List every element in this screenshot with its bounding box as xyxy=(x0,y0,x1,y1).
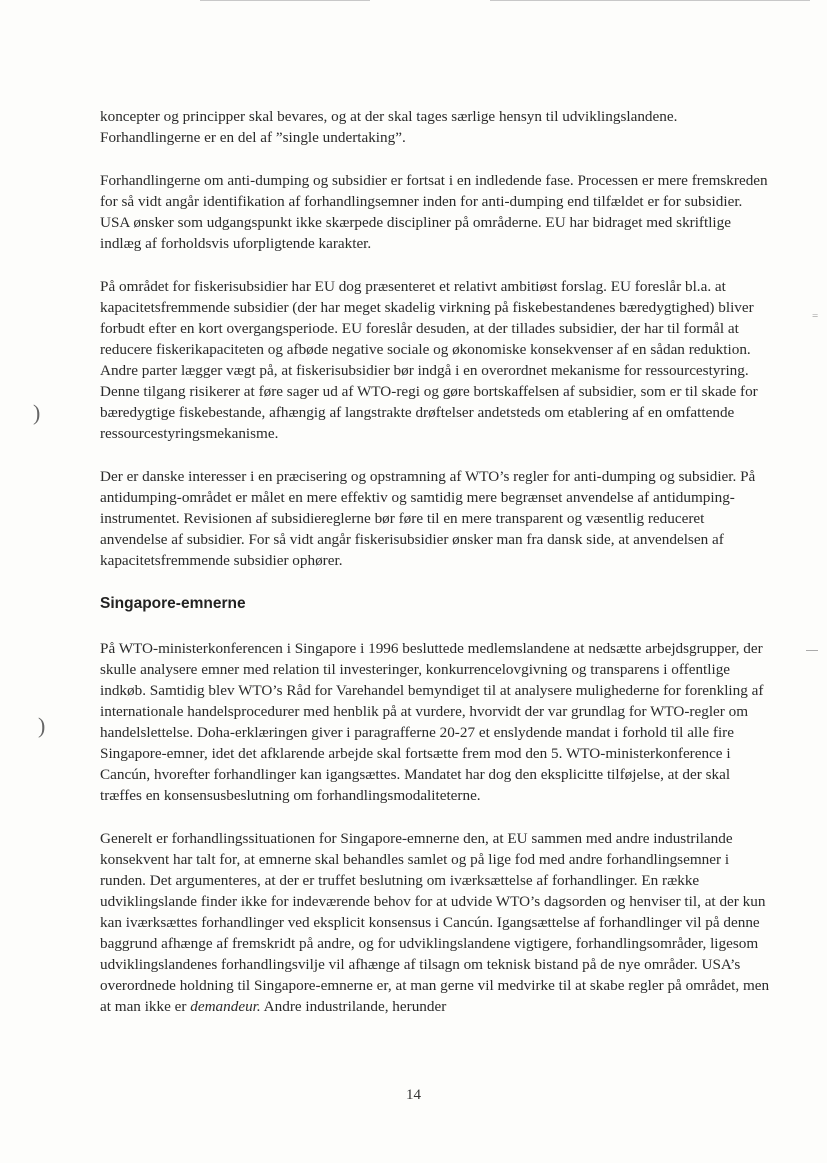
paragraph-last xyxy=(100,828,772,1017)
document-body xyxy=(100,106,772,1039)
binder-hole-mark: ) xyxy=(33,400,41,425)
paragraph: Forhandlingerne om anti-dumping og subsidier er fortsat i en indledende fase. Processen er mere fremskreden for så vidt angår identifikation af forhandlingsemner inden for anti-dumping end tilfældet er for subsidier. USA ønsker som udgangspunkt ikke skærpede discipliner på områderne. EU har bidraget med skriftlige indlæg af forholdsvis uforpligtende karakter. xyxy=(100,172,768,252)
scan-edge-line xyxy=(200,0,370,1)
binder-hole-mark: ) xyxy=(38,713,46,738)
paragraph: Der er danske interesser i en præcisering og opstramning af WTO’s regler for anti-dumping og subsidier. På antidumping-området er målet en mere effektiv og samtidig mere begrænset anvendelse af antidumping-instrumentet. Revisionen af subsidiereglerne bør føre til en mere transparent og væsentlig reduceret anvendelse af subsidier. For så vidt angår fiskerisubsidier ønsker man fra dansk side, at anvendelsen af kapacitetsfremmende subsidier ophører. xyxy=(100,468,756,569)
page-number: 14 xyxy=(406,1087,421,1103)
paragraph: På WTO-ministerkonferencen i Singapore i 1996 besluttede medlemslandene at nedsætte arbejdsgrupper, der skulle analysere emner med relation til investeringer, konkurrencelovgivning og transparens i offentlige indkøb. Samtidig blev WTO’s Råd for Varehandel bemyndiget til at analysere mulighederne for forenkling af internationale handelsprocedurer med henblik på at vurdere, hvorvidt der var grundlag for WTO-regler om handelslettelse. Doha-erklæringen giver i paragrafferne 20-27 et enslydende mandat i forhold til alle fire Singapore-emner, idet det afklarende arbejde skal fortsætte frem mod den 5. WTO-ministerkonference i Cancún, hvorefter forhandlinger kan igangsættes. Mandatet har dog den eksplicitte tilføjelse, at der skal træffes en konsensusbeslutning om forhandlingsmodaliteterne. xyxy=(100,640,764,804)
paragraph-tail: Andre industrilande, herunder xyxy=(260,998,447,1015)
paragraph: koncepter og principper skal bevares, og at der skal tages særlige hensyn til udviklingslandene. Forhandlingerne er en del af ”single undertaking”. xyxy=(100,108,678,146)
paragraph: På området for fiskerisubsidier har EU dog præsenteret et relativt ambitiøst forslag. EU foreslår bl.a. at kapacitetsfremmende subsidier (der har meget skadelig virkning på fiskebestandenes bæredygtighed) bliver forbudt efter en kort overgangsperiode. EU foreslår desuden, at der tillades subsidier, der har til formål at reducere fiskerikapaciteten og afbøde negative sociale og økonomiske konsekvenser af en sådan reduktion. Andre parter lægger vægt på, at fiskerisubsidier bør indgå i en overordnet mekanisme for ressourcestyring. Denne tilgang risikerer at føre sager ud af WTO-regi og gøre bortskaffelsen af subsidier, som er til skade for bæredygtige fiskebestande, afhængig af langstrakte drøftelser andetsteds om etablering af en omfattende ressourcestyringsmekanisme. xyxy=(100,278,758,442)
section-heading: Singapore-emnerne xyxy=(100,595,246,612)
scan-edge-line xyxy=(490,0,810,1)
margin-mark: = xyxy=(812,310,819,322)
paragraph-text: Generelt er forhandlingssituationen for Singapore-emnerne den, at EU sammen med andre industrilande konsekvent har talt for, at emnerne skal behandles samlet og på lige fod med andre forhandlingsemner i runden. Det argumenteres, at der er truffet beslutning om iværksættelse af forhandlinger. En række udviklingslande finder ikke for indeværende behov for at udvide WTO’s dagsorden og henviser til, at der kun kan iværksættes forhandlinger ved eksplicit konsensus i Cancún. Igangsættelse af forhandlinger vil på denne baggrund afhænge af fremskridt på andre, og for udviklingslandene vigtigere, forhandlingsområder, ligesom udviklingslandenes forhandlingsvilje vil afhænge af tilsagn om teknisk bistand på de nye områder. USA’s overordnede holdning til Singapore-emnerne er, at man gerne vil medvirke til at skabe regler på området, men at man ikke er xyxy=(100,830,770,1015)
italic-term: demandeur. xyxy=(190,998,261,1015)
margin-mark xyxy=(806,650,818,651)
